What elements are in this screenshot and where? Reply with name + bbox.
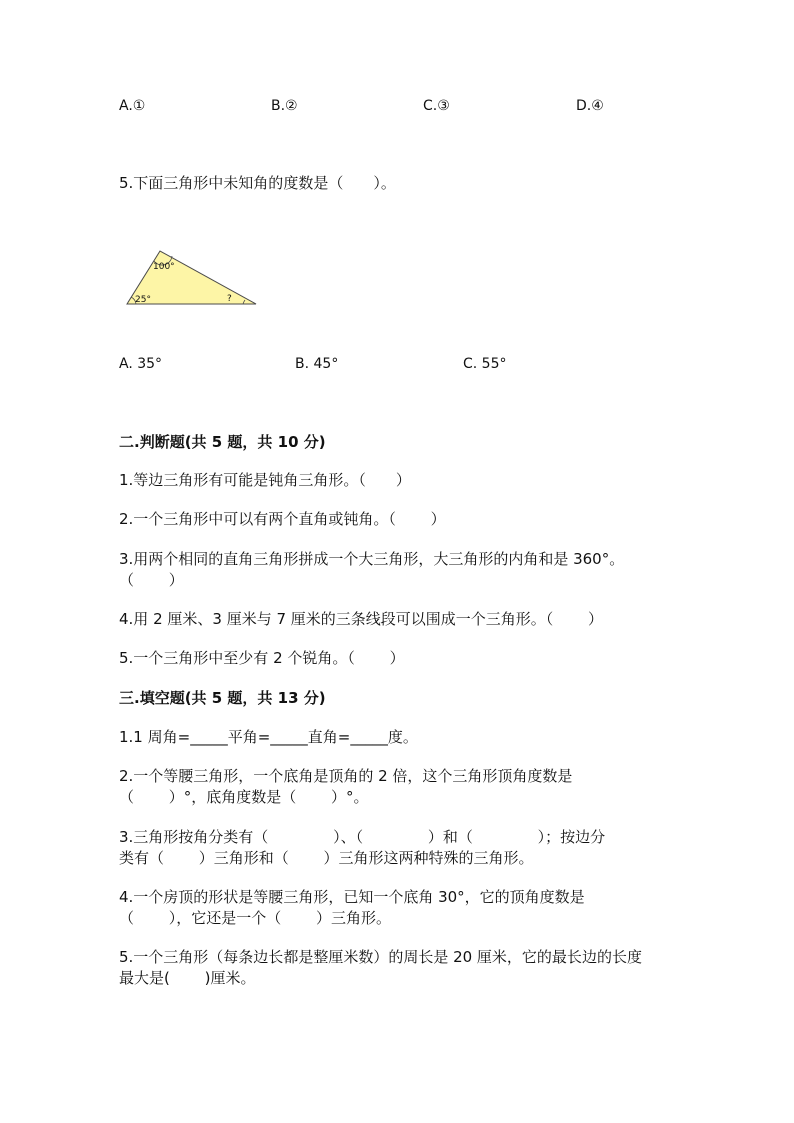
judge-item-3-cont: （ ）: [119, 571, 184, 589]
judge-item-5: 5.一个三角形中至少有 2 个锐角。（ ）: [119, 649, 405, 667]
question-5-text: 5.下面三角形中未知角的度数是（ ）。: [119, 174, 396, 192]
fill-item-3-cont: 类有（ ）三角形和（ ）三角形这两种特殊的三角形。: [119, 849, 534, 867]
judge-item-3: 3.用两个相同的直角三角形拼成一个大三角形，大三角形的内角和是 360°。: [119, 550, 625, 568]
fill-item-5: 5.一个三角形（每条边长都是整厘米数）的周长是 20 厘米，它的最长边的长度: [119, 948, 642, 966]
option-c-prev: C.③: [423, 98, 450, 114]
fill-item-2-cont: （ ）°，底角度数是（ ）°。: [119, 788, 369, 806]
angle-label-top: 100°: [153, 262, 175, 272]
judge-item-4: 4.用 2 厘米、3 厘米与 7 厘米的三条线段可以围成一个三角形。（ ）: [119, 610, 604, 628]
judge-item-1: 1.等边三角形有可能是钝角三角形。（ ）: [119, 471, 411, 489]
triangle-figure: [122, 245, 262, 311]
q5-option-a: A. 35°: [119, 356, 163, 372]
fill-item-5-cont: 最大是( )厘米。: [119, 969, 256, 987]
fill-item-2: 2.一个等腰三角形，一个底角是顶角的 2 倍，这个三角形顶角度数是: [119, 767, 573, 785]
section-heading-fill: 三.填空题(共 5 题，共 13 分): [119, 689, 326, 707]
fill-item-3: 3.三角形按角分类有（ ）、（ ）和（ ）；按边分: [119, 828, 606, 846]
option-b-prev: B.②: [271, 98, 298, 114]
q5-option-c: C. 55°: [463, 356, 507, 372]
angle-label-left: 25°: [135, 295, 151, 305]
fill-item-4-cont: （ ），它还是一个（ ）三角形。: [119, 909, 392, 927]
fill-item-4: 4.一个房顶的形状是等腰三角形，已知一个底角 30°，它的顶角度数是: [119, 888, 585, 906]
fill-item-1: 1.1 周角=_____平角=_____直角=_____度。: [119, 728, 418, 746]
angle-label-right: ?: [227, 294, 232, 304]
judge-item-2: 2.一个三角形中可以有两个直角或钝角。（ ）: [119, 510, 446, 528]
option-a-prev: A.①: [119, 98, 146, 114]
option-d-prev: D.④: [576, 98, 604, 114]
section-heading-judge: 二.判断题(共 5 题，共 10 分): [119, 433, 326, 451]
q5-option-b: B. 45°: [295, 356, 339, 372]
